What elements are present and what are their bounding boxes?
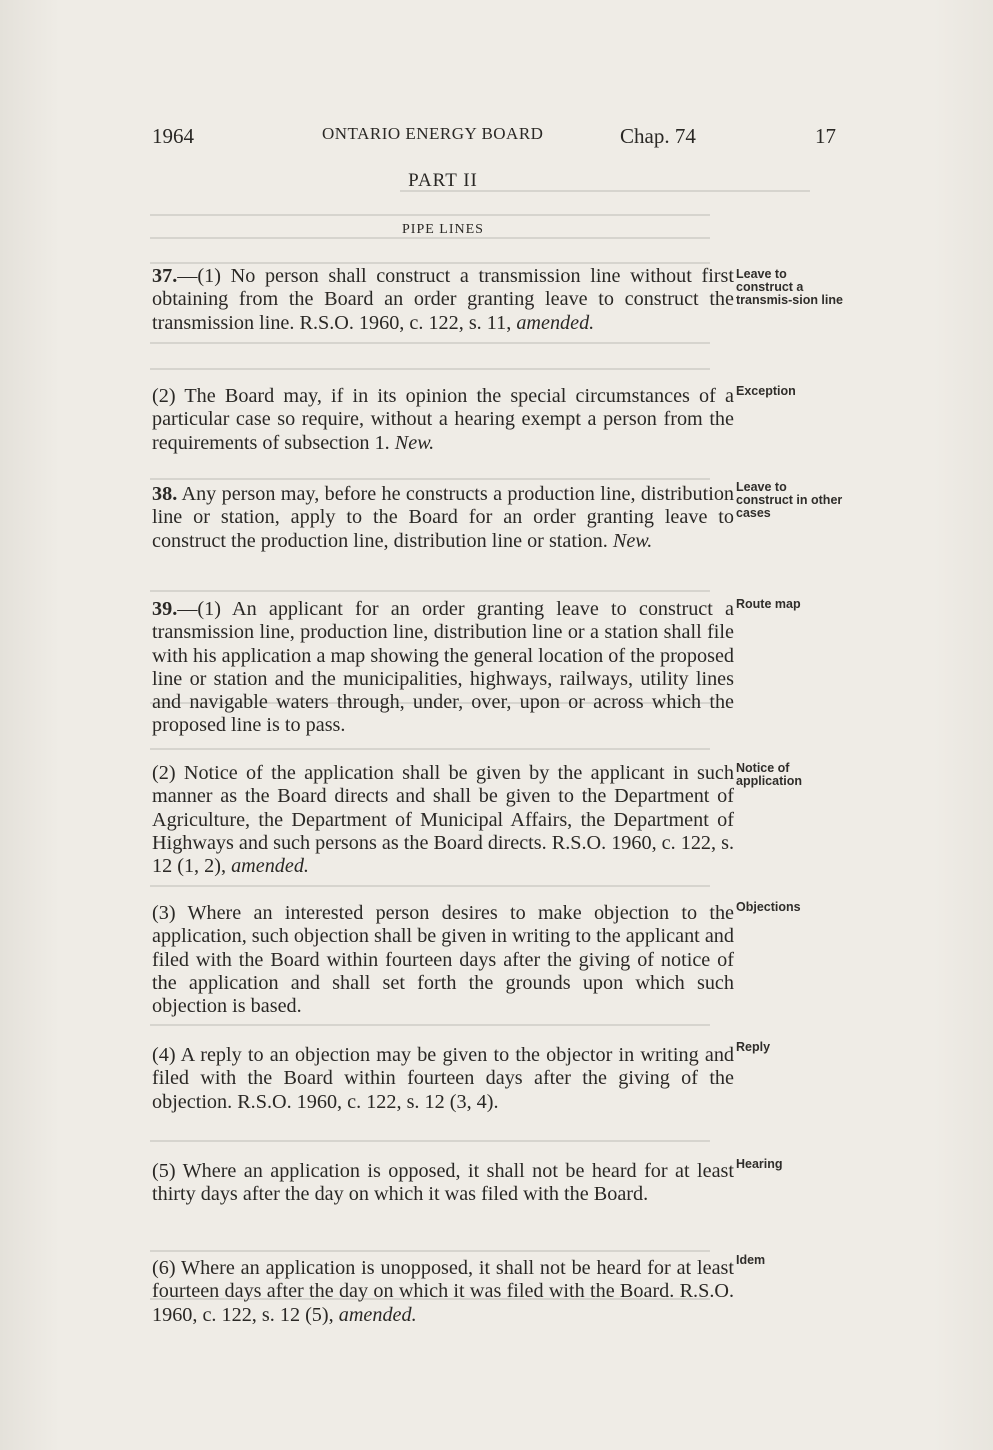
section-text: (4) A reply to an objection may be given to the objector in writing and filed with the Board within fourteen days after the giving of the objection. R.S.O. 1960, c. 122, s. 12 (3, 4).: [152, 1044, 734, 1113]
section-39-1: [152, 598, 734, 738]
section-39-2: [152, 762, 734, 878]
section-37-1: [152, 265, 734, 335]
section-text: (2) Notice of the application shall be given by the applicant in such manner as the Board directs and shall be given to the Department of Agriculture, the Department of Municipal Affairs, the Department of Highways and such persons as the Board directs. R.S.O. 1960, c. 122, s. 12 (1, 2),: [152, 762, 734, 878]
section-37-2: [152, 385, 734, 455]
header-chapter: Chap. 74: [620, 124, 696, 148]
section-text: (3) Where an interested person desires to make objection to the application, such objection shall be given in writing to the applicant and filed with the Board within fourteen days after the giving of notice of the application and shall set forth the grounds upon which such objection is based.: [152, 902, 734, 1018]
section-text: (2) The Board may, if in its opinion the special circumstances of a particular case so require, without a hearing exempt a person from the requirements of subsection 1.: [152, 385, 734, 454]
section-note: New.: [394, 431, 435, 454]
section-number: 37.: [152, 265, 178, 287]
margin-note-leave-other-cases: Leave to construct in other cases: [736, 480, 843, 520]
section-39-6: [152, 1257, 734, 1327]
margin-note-hearing: Hearing: [736, 1157, 783, 1171]
margin-note-notice-of-application: Notice of application: [736, 761, 802, 788]
section-text: Any person may, before he constructs a production line, distribution line or station, apply to the Board for an order granting leave to construct the production line, distribution line or station.: [152, 483, 735, 552]
section-39-4: [152, 1044, 734, 1114]
margin-note-idem: Idem: [736, 1253, 766, 1267]
section-38: [152, 483, 734, 553]
running-header: [152, 124, 836, 152]
section-39-5: [152, 1160, 734, 1207]
margin-note-reply: Reply: [736, 1040, 771, 1054]
margin-note-leave-to-construct: Leave to construct a transmis-sion line: [736, 267, 843, 307]
section-heading: PIPE LINES: [402, 222, 484, 237]
section-note: amended.: [231, 855, 309, 878]
section-number: 39.: [152, 598, 178, 620]
margin-note-exception: Exception: [736, 384, 796, 398]
header-year: 1964: [152, 124, 194, 148]
header-title: ONTARIO ENERGY BOARD: [322, 124, 544, 143]
margin-note-objections: Objections: [736, 900, 801, 914]
section-note: amended.: [516, 311, 595, 334]
page-number: 17: [815, 124, 836, 148]
section-39-3: [152, 902, 734, 1018]
margin-note-route-map: Route map: [736, 597, 801, 611]
section-text: (5) Where an application is opposed, it shall not be heard for at least thirty days after the day on which it was filed with the Board.: [152, 1160, 734, 1206]
part-title: PART II: [408, 170, 478, 191]
section-note: amended.: [338, 1303, 417, 1326]
section-note: New.: [612, 529, 653, 552]
section-text: (6) Where an application is unopposed, it shall not be heard for at least fourteen days after the day on which it was filed with the Board. R.S.O. 1960, c. 122, s. 12 (5),: [152, 1257, 734, 1326]
section-number: 38.: [152, 483, 178, 505]
section-text: —(1) No person shall construct a transmission line without first obtaining from the Board an order granting leave to construct the transmission line. R.S.O. 1960, c. 122, s. 11,: [152, 265, 734, 334]
section-text: —(1) An applicant for an order granting leave to construct a transmission line, production line, distribution line or a station shall file with his application a map showing the general location of the proposed line or station and the municipalities, highways, railways, utility lines and navigable waters through, under, over, upon or across which the proposed line is to pass.: [152, 598, 734, 737]
